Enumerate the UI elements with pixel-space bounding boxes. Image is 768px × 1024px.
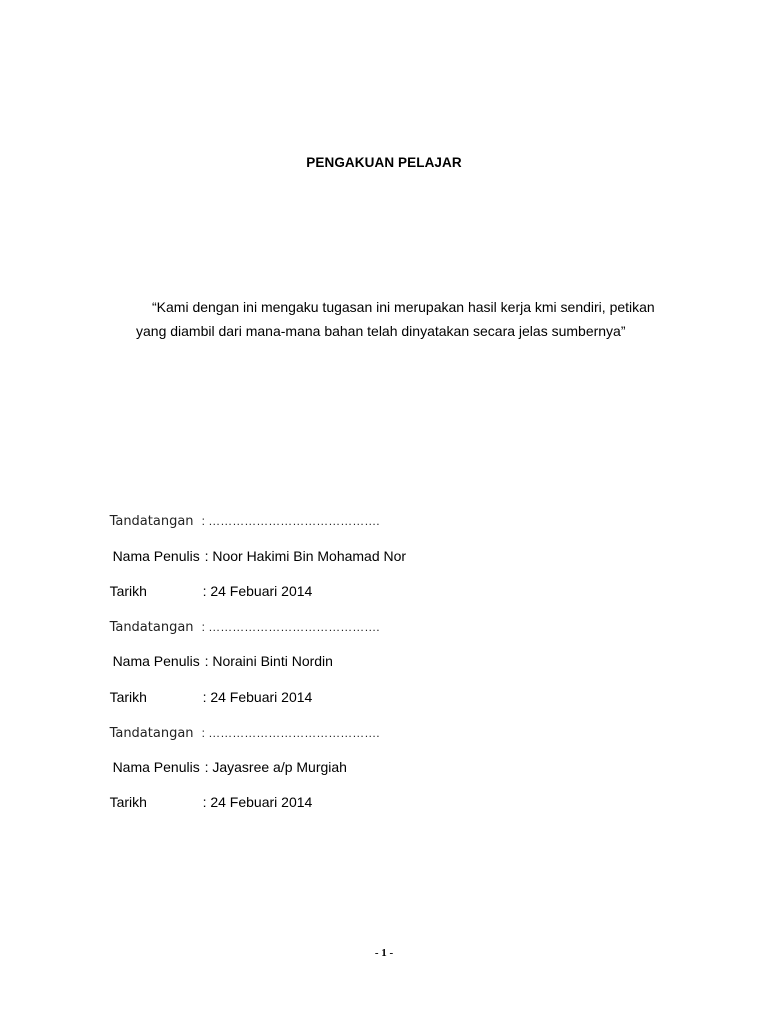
date-label: Tarikh — [109, 689, 147, 705]
date-value: : 24 Febuari 2014 — [202, 583, 313, 599]
date-label: Tarikh — [109, 583, 147, 599]
signature-label: Tandatangan — [109, 514, 194, 529]
signature-line: : ……………………………………. — [201, 620, 380, 634]
signature-label: Tandatangan — [109, 726, 194, 741]
date-label: Tarikh — [109, 794, 147, 810]
declaration-statement — [136, 295, 676, 343]
author-name-label: Nama Penulis — [112, 548, 200, 564]
date-value: : 24 Febuari 2014 — [202, 689, 313, 705]
date-value: : 24 Febuari 2014 — [202, 794, 313, 810]
declaration-line-2: yang diambil dari mana-mana bahan telah dinyatakan secara jelas sumbernya” — [136, 323, 626, 339]
page-title: PENGAKUAN PELAJAR — [306, 155, 462, 170]
signature-label: Tandatangan — [109, 620, 194, 635]
author-name-value: : Noraini Binti Nordin — [204, 653, 333, 669]
author-name-value: : Noor Hakimi Bin Mohamad Nor — [204, 548, 407, 564]
author-name-label: Nama Penulis — [112, 653, 200, 669]
signature-line: : ……………………………………. — [201, 726, 380, 740]
author-name-label: Nama Penulis — [112, 759, 200, 775]
signature-line: : ……………………………………. — [201, 514, 380, 528]
page-number: - 1 - — [374, 947, 394, 959]
author-name-value: : Jayasree a/p Murgiah — [204, 759, 347, 775]
date-field-3 — [94, 778, 312, 826]
declaration-line-1: “Kami dengan ini mengaku tugasan ini merupakan hasil kerja kmi sendiri, petikan — [152, 299, 655, 315]
